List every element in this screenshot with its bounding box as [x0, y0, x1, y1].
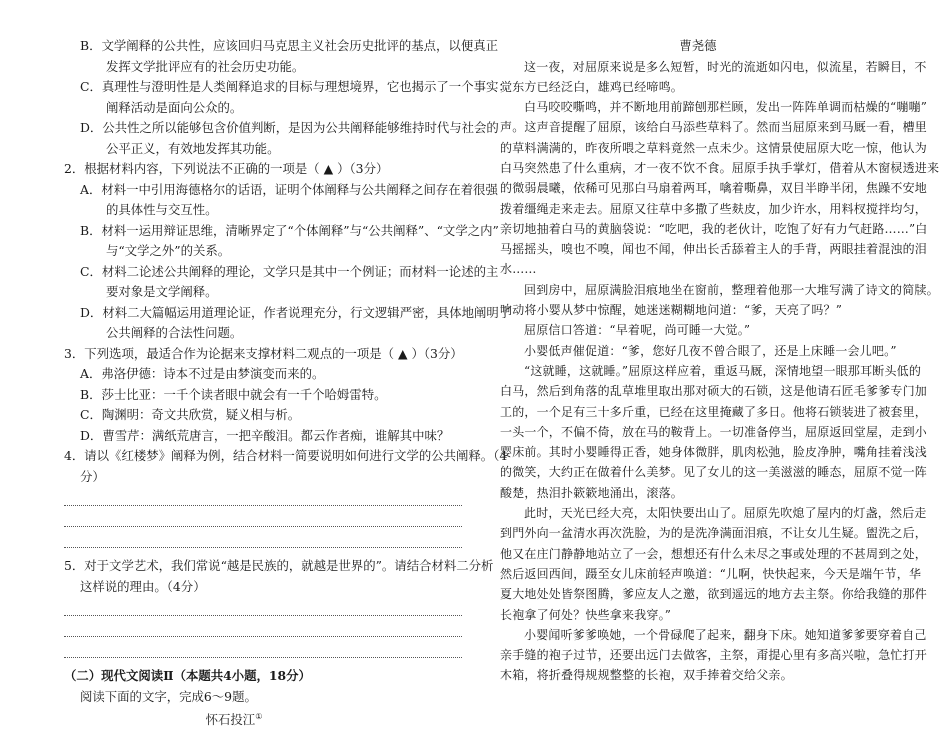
paragraph-line: 回到房中，屈原满脸泪痕地坐在窗前，整理着他那一大堆写满了诗文的简牍。 — [524, 282, 939, 297]
question-stem: 4．请以《红楼梦》阐释为例，结合材料一简要说明如何进行文学的公共阐释。（4 — [64, 448, 508, 463]
option-line: B．莎士比亚：一千个读者眼中就会有一千个哈姆雷特。 — [80, 386, 387, 402]
option-line: 的具体性与交互性。 — [106, 202, 218, 217]
paragraph-line: 小婴低声催促道：“爹，您好几夜不曾合眼了，还是上床睡一会儿吧。” — [524, 343, 897, 358]
paragraph-line: 声。这声音提醒了屈原，该给白马添些草料了。然而当屈原来到马厩一看，槽里 — [500, 120, 928, 135]
paragraph-line: 长袍拿了何处？快些拿来我穿。” — [500, 607, 672, 622]
option-line: C．材料二论述公共阐释的理论，文学只是其中一个例证；而材料一论述的主 — [80, 263, 499, 279]
paragraph-line: 觉东方已经泛白，雄鸡已经啼鸣。 — [500, 79, 684, 94]
paragraph-line: 夏大地处处皆祭图腾，爹应友人之邀，欲到遥远的地方去主祭。你给我缝的那件 — [500, 587, 928, 602]
option-line: 阐释活动是面向公众的。 — [106, 99, 243, 115]
left-column — [64, 36, 512, 731]
paragraph-line: 他又在庄门静静地站立了一会，想想还有什么未尽之事或处理的不甚周到之处， — [500, 546, 928, 561]
paragraph-line: “这就睡，这就睡。”屈原这样应着，重返马厩，深情地望一眼那耳断头低的 — [524, 363, 922, 378]
question-stem: 3．下列选项，最适合作为论据来支撑材料二观点的一项是（ ▲ ）（3分） — [64, 345, 463, 361]
paragraph-line: 小婴闻听爹爹唤她，一个骨碌爬了起来，翻身下床。她知道爹爹要穿着自己 — [524, 627, 927, 642]
answer-line — [64, 493, 462, 506]
answer-line — [64, 514, 462, 527]
paragraph-line: 白马咬咬嘶鸣，并不断地用前蹄刨那栏顾，发出一阵阵单调而枯燥的“嘣嘣” — [524, 100, 928, 115]
footnote-mark: ① — [255, 712, 263, 721]
question-stem: 这样说的理由。（4分） — [80, 578, 206, 594]
paragraph-line: 亲切地抽着白马的黄脑袋说：“吃吧，我的老伙计，吃饱了好有力气赶路……”白 — [500, 221, 928, 236]
question-stem: 5．对于文学艺术，我们常说“越是民族的，就越是世界的”。请结合材料二分析 — [64, 558, 494, 573]
option-line: 发挥文学批评应有的社会历史功能。 — [106, 58, 305, 74]
option-line: C．陶渊明：奇文共欣赏，疑义相与析。 — [80, 407, 301, 422]
answer-line — [64, 535, 462, 548]
paragraph-line: 一头一个，不偏不倚，放在马的鞍背上。一切准备停当，屈原返回堂屋，走到小 — [500, 424, 928, 439]
paragraph-line: 白马，然后到角落的乱草堆里取出那对硕大的石锁，这是他请石匠毛爹爹专门加 — [500, 384, 928, 399]
option-line: B．文学阐释的公共性，应该回归马克思主义社会历史批评的基点，以便真正 — [80, 38, 498, 53]
paragraph-line: 工的，一个足有三十多斤重，已经在这里掩藏了多日。他将石锁装进了被套里， — [500, 404, 928, 419]
answer-line — [64, 645, 462, 658]
paragraph-line: 木箱，将折叠得规规整整的长袍，双手捧着交给父亲。 — [500, 668, 793, 683]
paragraph-line: 酸楚，热泪扑簌簌地涌出，滚落。 — [500, 485, 684, 500]
paragraph-line: 到門外向一盆清水再次洗脸，为的是洗净满面泪痕，不让女儿生疑。盥洗之后， — [500, 526, 928, 541]
paragraph-line: 马摇摇头，嗅也不嗅，闻也不闻，伸出长舌舔着主人的手背，两眼挂着混浊的泪 — [500, 242, 928, 257]
section-heading: （二）现代文阅读Ⅱ（本题共4小题，18分） — [64, 668, 311, 683]
option-line: D．公共性之所以能够包含价值判断，是因为公共阐释能够维持时代与社会的 — [80, 120, 499, 135]
paragraph-line: 亲手缝的袍子过节，还要出远门去做客，主祭，甭提心里有多高兴啦，急忙打开 — [500, 648, 928, 663]
option-line: 公共阐释的合法性问题。 — [106, 325, 243, 340]
option-line: 要对象是文学阐释。 — [106, 284, 218, 299]
paragraph-line: 的草料满满的，昨夜所喂之草料竟然一点未少。这情景使屈原大吃一惊，他认为 — [500, 140, 928, 155]
right-column — [500, 36, 940, 686]
author-name: 曹尧德 — [679, 38, 717, 53]
option-line: A．材料一中引用海德格尔的话语，证明个体阐释与公共阐释之间存在着很强 — [80, 181, 498, 197]
option-line: C．真理性与澄明性是人类阐释追求的目标与理想境界，它也揭示了一个事实： — [80, 79, 511, 94]
paragraph-line: 水…… — [500, 262, 537, 277]
paragraph-line: 此时，天光已经大亮，太阳快要出山了。屈原先吹熄了屋内的灯盏，然后走 — [524, 506, 927, 521]
story-title — [64, 707, 464, 731]
answer-line — [64, 624, 462, 637]
option-line: 与“文学之外”的关系。 — [106, 243, 231, 258]
question-stem: 2．根据材料内容，下列说法不正确的一项是（ ▲ ）（3分） — [64, 161, 389, 176]
option-line: D．曹雪芹：满纸荒唐言，一把辛酸泪。都云作者痴，谁解其中味？ — [80, 427, 450, 443]
option-line: B．材料一运用辩证思维，清晰界定了“个体阐释”与“公共阐释”、“文学之内” — [80, 222, 499, 238]
paragraph-line: 屈原信口答道：“早着呢，尚可睡一大觉。” — [524, 323, 751, 338]
paragraph-line: 的微弱晨曦，依稀可见那白马扇着两耳，噙着嘶鼻，双目半睁半闭，焦躁不安地 — [500, 181, 928, 196]
option-line: 公平正义，有效地发挥其功能。 — [106, 140, 280, 156]
paragraph-line: 这一夜，对屈原来说是多么短暂，时光的流逝如闪电，似流星，若瞬目，不 — [524, 59, 927, 74]
paragraph-line: 白马突然患了什么重病，才一夜不饮不食。屈原手执手掌灯，借着从木窗棂透进来 — [500, 160, 940, 175]
paragraph-line: 然后返回西间，蹑至女儿床前轻声唤道：“儿啊，快快起来，今天是端午节，华 — [500, 566, 922, 581]
story-title-text: 怀石投江 — [205, 712, 256, 728]
instruction: 阅读下面的文字，完成6～9题。 — [80, 688, 257, 704]
answer-line — [64, 603, 462, 616]
paragraph-line: 响动将小婴从梦中惊醒，她迷迷糊糊地问道：“爹，天亮了吗？” — [500, 303, 843, 318]
option-line: D．材料二大篇幅运用道理论证，作者说理充分，行文逻辑严密，具体地阐明了 — [80, 304, 512, 320]
paragraph-line: 的微笑，大约正在做着什么美梦。见了女儿的这一美滋滋的睡态，屈原不觉一阵 — [500, 465, 928, 480]
paragraph-line: 婴床前。其时小婴睡得正香，她身体微胖，肌肉松弛，脸皮净肿，嘴角挂着浅浅 — [500, 445, 928, 460]
question-stem: 分） — [80, 468, 105, 484]
option-line: A．弗洛伊德：诗本不过是由梦演变而来的。 — [80, 366, 325, 381]
paragraph-line: 拨着缰绳走来走去。屈原又往草中多撒了些麸皮，加少许水，用料杈搅拌均匀， — [500, 201, 928, 216]
